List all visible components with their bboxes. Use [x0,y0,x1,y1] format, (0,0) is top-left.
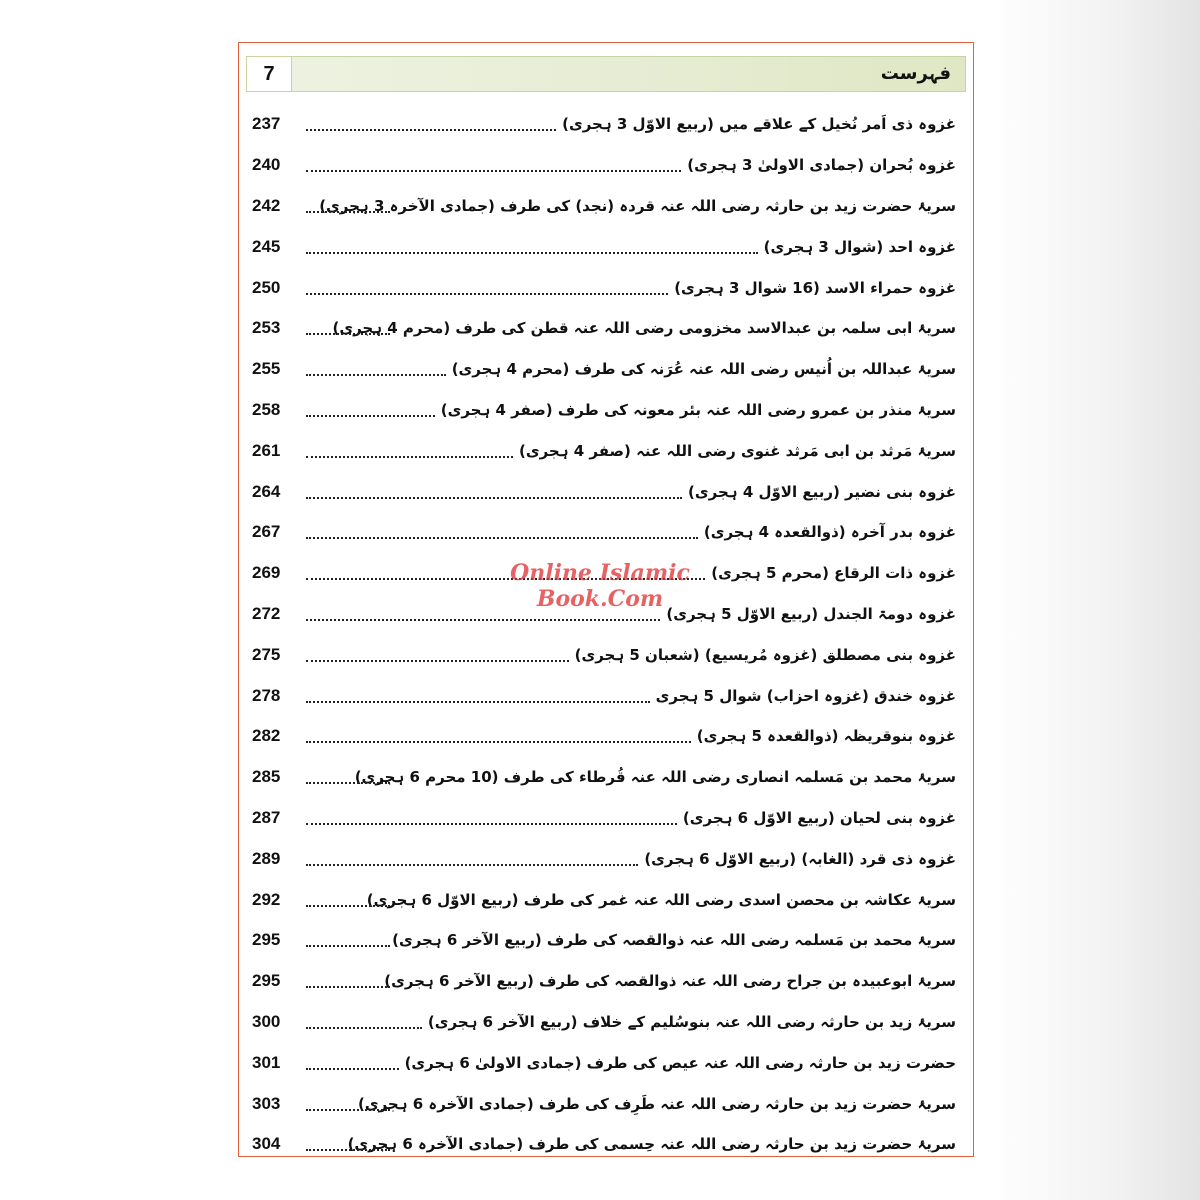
toc-entry [248,1124,956,1165]
toc-entry-title: سریۂ حضرت زید بن حارثہ رضی اللہ عنہ حِسمی کی طرف (جمادی الآخرہ 6 ہجری) [347,1135,956,1154]
toc-entry [248,430,956,471]
toc-entry [248,634,956,675]
watermark-line-2: Book.Com [536,586,664,612]
toc-entry [248,512,956,553]
toc-entry [248,267,956,308]
toc-dot-leader [306,701,650,703]
toc-entry [248,226,956,267]
toc-dot-leader [306,497,682,499]
toc-entry-page: 261 [252,440,281,460]
toc-entry [248,308,956,349]
toc-entry [248,716,956,757]
page-title: فہرست [880,63,951,84]
toc-entry [248,961,956,1002]
toc-entry-title: غزوہ خندق (غزوہ احزاب) شوال 5 ہجری [655,686,956,705]
toc-entry-title: غزوہ ذی قرد (الغابہ) (ربیع الاوّل 6 ہجری) [644,849,956,868]
toc-entry-title: غزوہ بنی مصطلق (غزوہ مُریسیع) (شعبان 5 ہجری) [574,645,956,664]
toc-dot-leader [306,537,698,539]
toc-dot-leader [306,456,513,458]
toc-entry-page: 272 [252,603,281,623]
toc-entry-page: 282 [252,726,281,746]
toc-entry-title: غزوہ بنی لحیان (ربیع الاوّل 6 ہجری) [682,808,956,827]
toc-entry-page: 267 [252,522,281,542]
toc-entry [248,1002,956,1043]
toc-entry-page: 242 [252,195,281,215]
table-of-contents [248,104,956,1165]
toc-entry-page: 292 [252,889,281,909]
toc-entry [248,186,956,227]
toc-entry-title: غزوہ حمراء الاسد (16 شوال 3 ہجری) [674,278,956,297]
toc-entry [248,145,956,186]
toc-entry-title: سریۂ محمد بن مَسلمہ انصاری رضی اللہ عنہ قُرطاء کی طرف (10 محرم 6 ہجری) [354,768,956,787]
toc-entry-page: 303 [252,1093,281,1113]
toc-entry [248,104,956,145]
toc-entry-page: 285 [252,767,281,787]
toc-entry-page: 287 [252,807,281,827]
toc-entry-title: سریۂ حضرت زید بن حارثہ رضی اللہ عنہ قردہ (نجد) کی طرف (جمادی الآخرہ 3 ہجری) [319,196,956,215]
toc-entry [248,1042,956,1083]
toc-entry-title: غزوہ احد (شوال 3 ہجری) [763,237,956,256]
toc-entry-page: 301 [252,1052,281,1072]
watermark-line-1: Online Islamic [510,560,690,586]
toc-entry-title: سریۂ محمد بن مَسلمہ رضی اللہ عنہ ذوالقصہ کی طرف (ربیع الآخر 6 ہجری) [392,931,956,950]
toc-dot-leader [306,905,390,907]
page-edge-shadow [985,0,1200,1200]
toc-dot-leader [306,1109,390,1111]
toc-entry [248,390,956,431]
toc-entry-title: حضرت زید بن حارثہ رضی اللہ عنہ عیص کی طرف (جمادی الاولیٰ 6 ہجری) [404,1053,956,1072]
toc-dot-leader [306,293,668,295]
toc-entry [248,594,956,635]
toc-dot-leader [306,211,390,213]
toc-entry-title: سریۂ زید بن حارثہ رضی اللہ عنہ بنوسُلیم کے خلاف (ربیع الآخر 6 ہجری) [427,1012,956,1031]
toc-dot-leader [306,782,390,784]
toc-entry-title: سریۂ منذر بن عمرو رضی اللہ عنہ بئر معونہ کی طرف (صفر 4 ہجری) [440,400,956,419]
toc-entry [248,798,956,839]
toc-entry [248,675,956,716]
page-header-bar [246,56,966,92]
toc-entry [248,471,956,512]
toc-entry [248,349,956,390]
toc-dot-leader [306,1027,422,1029]
toc-entry [248,838,956,879]
toc-entry-page: 250 [252,277,281,297]
toc-entry-title: غزوہ ذی اَمر نُخیل کے علاقے میں (ربیع الاوّل 3 ہجری) [562,115,956,134]
toc-entry [248,1083,956,1124]
toc-dot-leader [306,1068,399,1070]
toc-dot-leader [306,864,638,866]
toc-dot-leader [306,741,691,743]
toc-dot-leader [306,415,435,417]
toc-dot-leader [306,945,390,947]
toc-entry-page: 304 [252,1134,281,1154]
toc-entry-title: سریۂ مَرثد بن ابی مَرثد غنوی رضی اللہ عنہ (صفر 4 ہجری) [519,441,956,460]
toc-entry [248,879,956,920]
toc-dot-leader [306,986,390,988]
toc-entry-page: 300 [252,1011,281,1031]
toc-entry-page: 295 [252,971,281,991]
toc-entry-title: غزوہ بنوقریظہ (ذوالقعدہ 5 ہجری) [696,727,956,746]
toc-dot-leader [306,170,681,172]
toc-entry [248,757,956,798]
toc-dot-leader [306,619,660,621]
toc-entry-title: سریۂ ابی سلمہ بن عبدالاسد مخزومی رضی اللہ عنہ قطن کی طرف (محرم 4 ہجری) [332,319,956,338]
toc-entry-page: 245 [252,236,281,256]
toc-entry-page: 289 [252,848,281,868]
toc-dot-leader [306,252,758,254]
toc-entry-page: 264 [252,481,281,501]
toc-entry-page: 240 [252,155,281,175]
toc-dot-leader [306,333,390,335]
toc-entry-title: غزوہ بُحران (جمادی الاولیٰ 3 ہجری) [687,156,956,175]
toc-entry-title: غزوہ ذات الرقاع (محرم 5 ہجری) [711,564,956,583]
toc-entry-title: سریۂ عبداللہ بن اُنیس رضی اللہ عنہ عُرَنہ کی طرف (محرم 4 ہجری) [451,360,956,379]
toc-entry-title: غزوہ بنی نضیر (ربیع الاوّل 4 ہجری) [688,482,956,501]
toc-entry-page: 255 [252,359,281,379]
toc-entry-page: 269 [252,563,281,583]
toc-entry [248,920,956,961]
toc-entry-page: 253 [252,318,281,338]
toc-dot-leader [306,660,569,662]
toc-dot-leader [306,374,446,376]
toc-entry-page: 275 [252,644,281,664]
toc-entry-page: 258 [252,399,281,419]
toc-entry-title: غزوہ بدر آخرہ (ذوالقعدہ 4 ہجری) [703,523,956,542]
toc-entry-title: سریۂ عکاشہ بن محصن اسدی رضی اللہ عنہ غمر کی طرف (ربیع الاوّل 6 ہجری) [366,890,956,909]
toc-entry-title: سریۂ حضرت زید بن حارثہ رضی اللہ عنہ طَرِف کی طرف (جمادی الآخرہ 6 ہجری) [357,1094,956,1113]
toc-dot-leader [306,1149,390,1151]
toc-entry [248,553,956,594]
toc-dot-leader [306,578,705,580]
toc-entry-title: غزوہ دومۃ الجندل (ربیع الاوّل 5 ہجری) [666,604,956,623]
toc-entry-page: 237 [252,114,281,134]
toc-entry-page: 295 [252,930,281,950]
page-number: 7 [247,57,292,91]
toc-dot-leader [306,129,556,131]
toc-entry-page: 278 [252,685,281,705]
toc-entry-title: سریۂ ابوعبیدہ بن جراح رضی اللہ عنہ ذوالقصہ کی طرف (ربیع الآخر 6 ہجری) [384,972,956,991]
toc-dot-leader [306,823,677,825]
